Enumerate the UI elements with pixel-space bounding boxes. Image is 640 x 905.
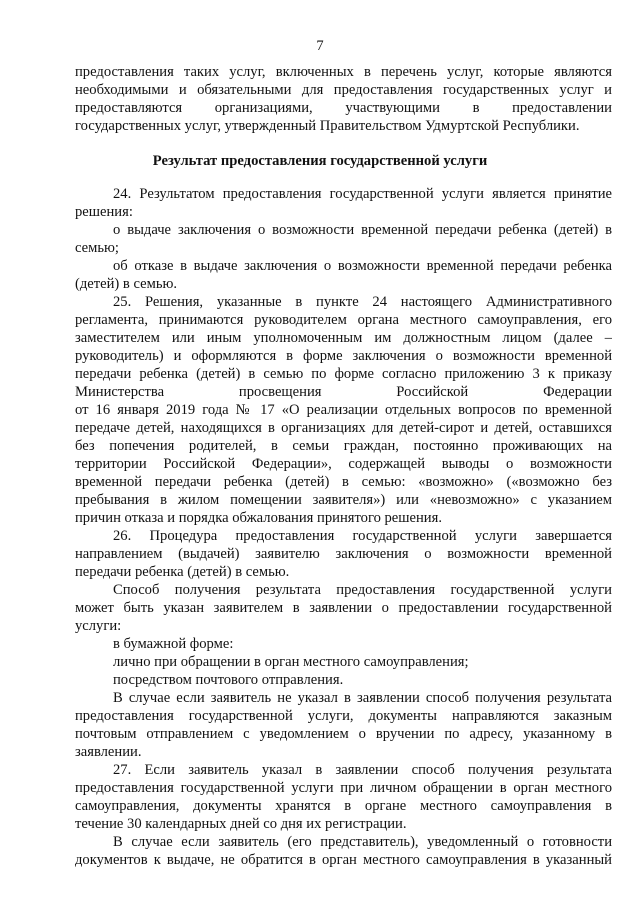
text-line: предоставления государственной услуги при личном обращении в орган местного	[75, 780, 612, 796]
text-line: может быть указан заявителем в заявлении о предоставлении государственной	[75, 600, 612, 616]
text-line: передаче детей, находящихся в организациях для детей-сирот и детей, оставшихся	[75, 420, 612, 436]
text-line: 25. Решения, указанные в пункте 24 настоящего Административного	[113, 294, 612, 310]
text-line: направлением (выдачей) заявителю заключения о возможности временной	[75, 546, 612, 562]
page-number: 7	[316, 38, 324, 54]
text-line: заместителем или иным уполномоченным им должностным лицом (далее –	[75, 330, 612, 346]
text-line: В случае если заявитель не указал в заявлении способ получения результата	[113, 690, 612, 706]
text-line: 27. Если заявитель указал в заявлении способ получения результата	[113, 762, 612, 778]
text-line: Способ получения результата предоставления государственной услуги	[113, 582, 612, 598]
section-heading: Результат предоставления государственной услуги	[152, 153, 488, 169]
text-line: в бумажной форме:	[113, 636, 234, 652]
text-line: (детей) в семью.	[75, 276, 178, 292]
text-line: причин отказа и порядка обжалования принятого решения.	[75, 510, 442, 526]
text-line: услуги:	[75, 618, 122, 634]
text-line: 26. Процедура предоставления государственной услуги завершается	[113, 528, 612, 544]
text-line: об отказе в выдаче заключения о возможности временной передачи ребенка	[113, 258, 612, 274]
text-line: посредством почтового отправления.	[113, 672, 344, 688]
text-line: В случае если заявитель (его представитель), уведомленный о готовности	[113, 834, 612, 850]
text-line: заявлении.	[75, 744, 142, 760]
text-line: лично при обращении в орган местного самоуправления;	[113, 654, 469, 670]
text-line: без попечения родителей, в семьи граждан, постоянно проживающих на	[75, 438, 612, 454]
text-line: почтовым отправлением с уведомлением о вручении по адресу, указанному в	[75, 726, 612, 742]
text-line: временной передачи ребенка (детей) в семью: «возможно» («возможно без	[75, 474, 612, 490]
text-line: необходимыми и обязательными для предоставления государственных услуг и	[75, 82, 612, 98]
text-line: от 16 января 2019 года № 17 «О реализации отдельных вопросов по временной	[75, 402, 612, 418]
text-line: передачи ребенка (детей) в семью по форме согласно приложению 3 к приказу	[75, 366, 612, 382]
text-line: предоставления государственной услуги, документы направляются заказным	[75, 708, 612, 724]
text-line: передачи ребенка (детей) в семью.	[75, 564, 290, 580]
text-line: течение 30 календарных дней со дня их регистрации.	[75, 816, 407, 832]
text-line: руководитель) и оформляются в форме заключения о возможности временной	[75, 348, 612, 364]
text-line: самоуправления, документы хранятся в органе местного самоуправления в	[75, 798, 612, 814]
text-line: документов к выдаче, не обратится в орган местного самоуправления в указанный	[75, 852, 612, 868]
text-line: Министерства просвещения Российской Федерации	[75, 384, 612, 400]
text-line: 24. Результатом предоставления государственной услуги является принятие	[113, 186, 612, 202]
text-line: государственных услуг, утвержденный Правительством Удмуртской Республики.	[75, 118, 580, 134]
text-line: предоставляются организациями, участвующими в предоставлении	[75, 100, 612, 116]
text-line: семью;	[75, 240, 119, 256]
text-line: предоставления таких услуг, включенных в перечень услуг, которые являются	[75, 64, 612, 80]
text-line: о выдаче заключения о возможности временной передачи ребенка (детей) в	[113, 222, 612, 238]
text-line: регламента, принимаются руководителем органа местного самоуправления, его	[75, 312, 612, 328]
text-line: территории Российской Федерации», содержащей выводы о возможности	[75, 456, 612, 472]
text-line: пребывания в жилом помещении заявителя») или «невозможно» с указанием	[75, 492, 612, 508]
text-line: решения:	[75, 204, 133, 220]
